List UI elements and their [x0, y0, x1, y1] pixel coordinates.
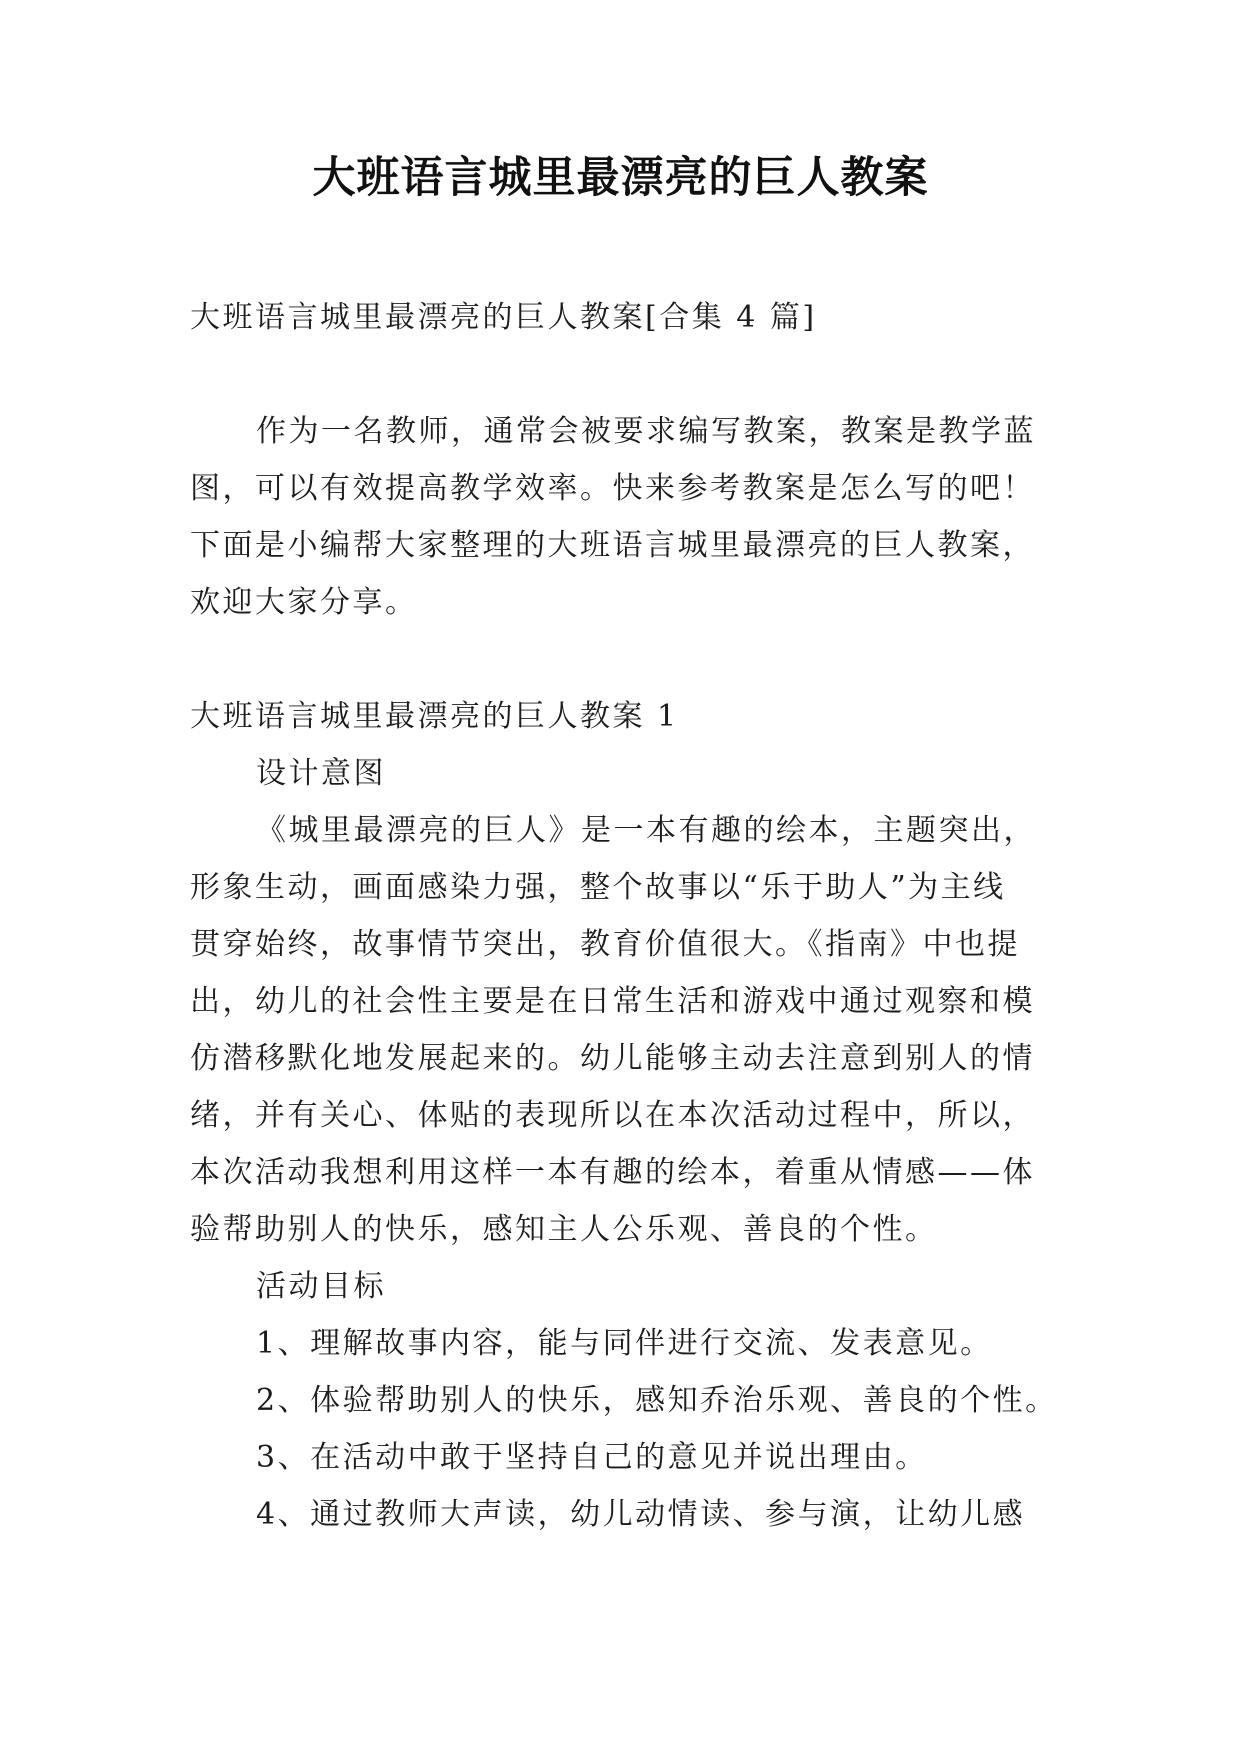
intro-line: 下面是小编帮大家整理的大班语言城里最漂亮的巨人教案，	[190, 528, 1035, 563]
design-line: 贯穿始终，故事情节突出，教育价值很大。《指南》中也提	[190, 927, 1020, 962]
intro-line: 图，可以有效提高教学效率。快来参考教案是怎么写的吧！	[190, 471, 1035, 506]
goals-heading: 活动目标	[256, 1269, 386, 1304]
document-title: 大班语言城里最漂亮的巨人教案	[312, 153, 929, 203]
design-line: 仿潜移默化地发展起来的。幼儿能够主动去注意到别人的情	[190, 1041, 1035, 1076]
goal-item: 1、理解故事内容，能与同伴进行交流、发表意见。	[256, 1326, 993, 1361]
section-title: 大班语言城里最漂亮的巨人教案 1	[190, 699, 679, 734]
design-line: 绪，并有关心、体贴的表现所以在本次活动过程中，所以，	[190, 1098, 1035, 1133]
design-line: 《城里最漂亮的巨人》是一本有趣的绘本，主题突出，	[256, 813, 1036, 848]
design-line: 形象生动，画面感染力强，整个故事以“乐于助人”为主线	[190, 870, 1006, 905]
goal-item: 4、通过教师大声读，幼儿动情读、参与演，让幼儿感	[256, 1497, 1026, 1532]
goal-item: 3、在活动中敢于坚持自己的意见并说出理由。	[256, 1440, 928, 1475]
design-heading: 设计意图	[256, 756, 386, 791]
goal-item: 2、体验帮助别人的快乐，感知乔治乐观、善良的个性。	[256, 1383, 1058, 1418]
design-line: 本次活动我想利用这样一本有趣的绘本，着重从情感——体	[190, 1155, 1035, 1190]
design-line: 验帮助别人的快乐，感知主人公乐观、善良的个性。	[190, 1212, 938, 1247]
design-line: 出，幼儿的社会性主要是在日常生活和游戏中通过观察和模	[190, 984, 1035, 1019]
document-subtitle: 大班语言城里最漂亮的巨人教案[合集 4 篇]	[190, 300, 817, 335]
intro-line: 欢迎大家分享。	[190, 585, 418, 620]
intro-line: 作为一名教师，通常会被要求编写教案，教案是教学蓝	[256, 414, 1036, 449]
